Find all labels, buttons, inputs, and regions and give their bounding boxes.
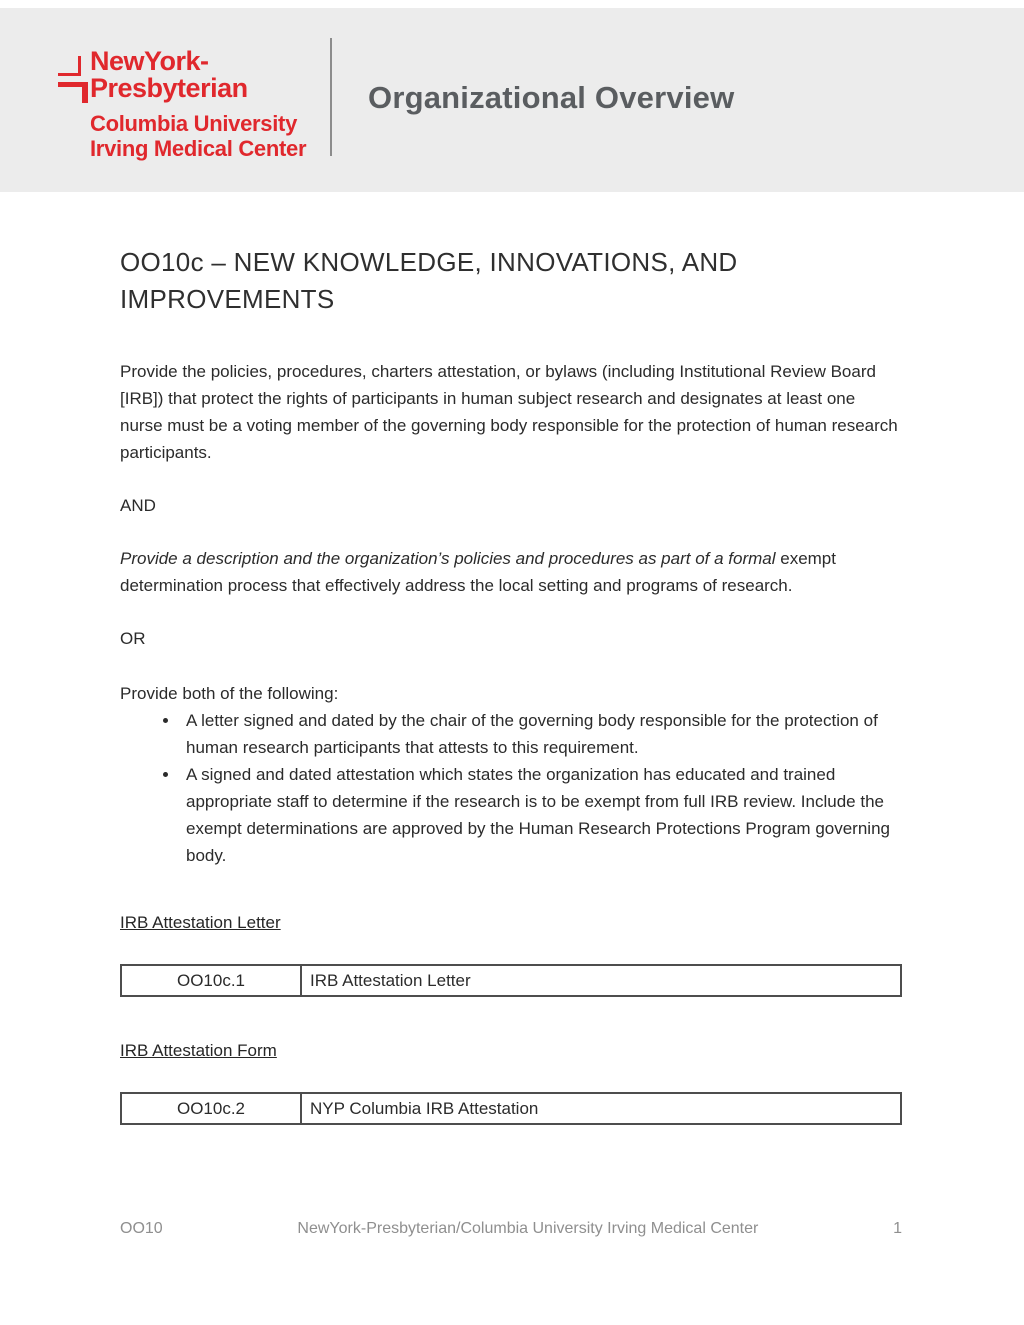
table-cell-label: IRB Attestation Letter [301, 965, 901, 996]
table-cell-code: OO10c.1 [121, 965, 301, 996]
paragraph-exempt-italic-part: Provide a description and the organization’s policies and procedures as part of a formal [120, 549, 776, 568]
subsection-heading-irb-attestation-letter: IRB Attestation Letter [120, 913, 281, 932]
table-row [121, 1093, 901, 1124]
table-row [121, 965, 901, 996]
bracket-bottom-icon [58, 82, 88, 103]
paragraph-exempt-determination [120, 545, 902, 599]
logo-name-line1: NewYork- [90, 46, 209, 76]
logo-campus-line2: Irving Medical Center [90, 136, 307, 161]
footer-org-name: NewYork-Presbyterian/Columbia University Irving Medical Center [297, 1220, 759, 1237]
paragraph-exempt-regular-part: exempt determination process that effectively address the local setting and programs of research. [120, 549, 836, 595]
nyp-logo [58, 48, 306, 161]
nyp-logo-brackets-icon [58, 48, 90, 161]
table-cell-label: NYP Columbia IRB Attestation [301, 1093, 901, 1124]
page-footer [120, 1220, 902, 1238]
connector-or: OR [120, 629, 146, 648]
page-header [0, 8, 1024, 192]
footer-page-number: 1 [893, 1220, 902, 1237]
connector-and: AND [120, 496, 156, 515]
requirements-list [120, 707, 902, 869]
subsection-heading-irb-attestation-form: IRB Attestation Form [120, 1041, 277, 1060]
paragraph-provide-policies: Provide the policies, procedures, charters attestation, or bylaws (including Institutional Review Board [IRB]) that protect the rights of participants in human subject research and designates at least one nurse must be a voting member of the governing body responsible for the protection of human research participants. [120, 362, 898, 462]
logo-campus-line1: Columbia University [90, 111, 298, 136]
logo-text [90, 48, 306, 161]
footer-doc-code: OO10 [120, 1220, 163, 1237]
list-intro: Provide both of the following: [120, 684, 339, 703]
list-item-attestation: • A signed and dated attestation which states the organization has educated and trained appropriate staff to determine if the research is to be exempt from full IRB review. Include the exempt determinations are approved by the Human Research Protections Program governing body. [180, 761, 902, 869]
page-title: Organizational Overview [368, 80, 735, 115]
document-body [120, 192, 902, 1125]
header-divider [330, 38, 332, 156]
attestation-letter-table [120, 964, 902, 997]
logo-name-line2: Presbyterian [90, 73, 248, 103]
section-title: OO10c – NEW KNOWLEDGE, INNOVATIONS, AND IMPROVEMENTS [120, 247, 738, 314]
table-cell-code: OO10c.2 [121, 1093, 301, 1124]
bracket-top-icon [58, 56, 81, 76]
attestation-form-table [120, 1092, 902, 1125]
list-item-letter: • A letter signed and dated by the chair of the governing body responsible for the protection of human research participants that attests to this requirement. [180, 707, 902, 761]
